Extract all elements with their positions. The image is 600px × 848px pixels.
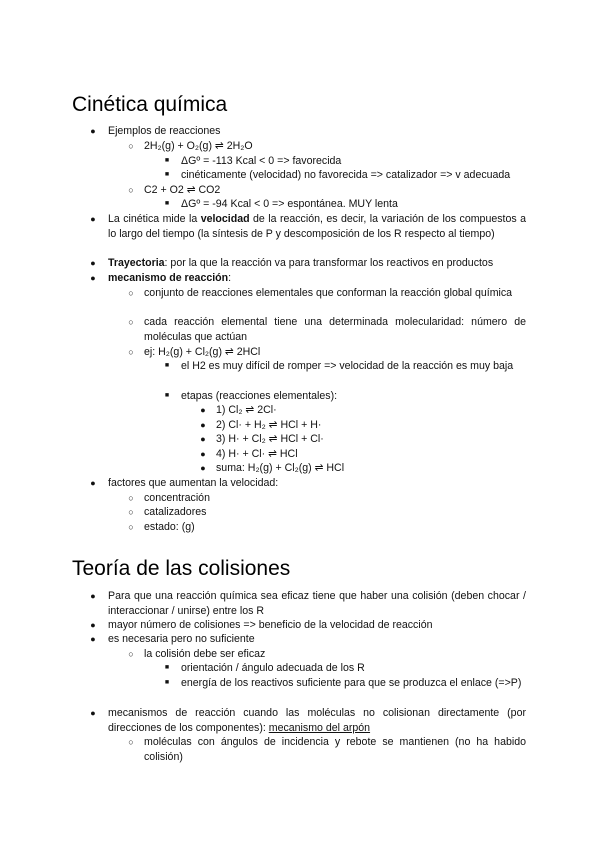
bullet-circle: ○ [128, 507, 134, 517]
list-item-ejemplos: Ejemplos de reacciones [108, 125, 221, 137]
bullet-square: ■ [164, 362, 170, 369]
list-item-etapa-2: 2) Cl· + H₂ ⇌ HCl + H· [216, 419, 322, 431]
list-item-etapa-suma: suma: H₂(g) + Cl₂(g) ⇌ HCl [216, 462, 345, 474]
link-mecanismo-arpon[interactable]: mecanismo del arpón [268, 721, 371, 734]
list-item-energia: energía de los reactivos suficiente para que se produzca el enlace (=>P) [181, 677, 522, 689]
bullet-disc: ● [90, 214, 96, 224]
bullet-square: ■ [164, 157, 170, 164]
bullet-square: ■ [164, 392, 170, 399]
list-item-cinetica-mide [108, 212, 526, 241]
bullet-disc: ● [90, 591, 96, 601]
section-title-cinetica: Cinética química [72, 93, 228, 116]
list-item-orientacion: orientación / ángulo adecuada de los R [181, 662, 365, 674]
bullet-circle: ○ [128, 522, 134, 532]
bullet-square: ■ [164, 171, 170, 178]
list-item-mec-ej: ej: H₂(g) + Cl₂(g) ⇌ 2HCl [144, 346, 261, 358]
bullet-disc: ● [200, 420, 206, 430]
list-item-mec-cada: cada reacción elemental tiene una determinada molecularidad: número de moléculas que actúan [144, 316, 526, 343]
bullet-disc: ● [90, 273, 96, 283]
bullet-circle: ○ [128, 649, 134, 659]
bullet-circle: ○ [128, 493, 134, 503]
bullet-circle: ○ [128, 141, 134, 151]
bullet-disc: ● [200, 434, 206, 444]
bullet-disc: ● [90, 126, 96, 136]
list-item-para-que: Para que una reacción química sea eficaz tiene que haber una colisión (deben chocar / interaccionar / unirse) entre los R [108, 590, 526, 617]
list-item-reaccion-h2o: 2H₂(g) + O₂(g) ⇌ 2H₂O [144, 140, 253, 152]
list-item-factor-estado: estado: (g) [144, 521, 195, 533]
bullet-square: ■ [164, 664, 170, 671]
list-item-dg-co2: ΔGº = -94 Kcal < 0 => espontánea. MUY lenta [181, 198, 398, 210]
bullet-circle: ○ [128, 347, 134, 357]
bullet-disc: ● [90, 708, 96, 718]
list-item-mec-conjunto: conjunto de reacciones elementales que conforman la reacción global química [144, 287, 513, 299]
list-item-cinetica-h2o: cinéticamente (velocidad) no favorecida => catalizador => v adecuada [181, 169, 511, 181]
bold-term-trayectoria: Trayectoria [108, 257, 165, 269]
text-run: : [228, 272, 232, 284]
bullet-square: ■ [164, 679, 170, 686]
bullet-circle: ○ [128, 288, 134, 298]
list-item-etapa-1: 1) Cl₂ ⇌ 2Cl· [216, 404, 277, 416]
text-run: : por la que la reacción va para transformar los reactivos en productos [164, 257, 494, 269]
section-title-colisiones: Teoría de las colisiones [72, 557, 291, 580]
text-run: de la reacción, es decir, la variación de los compuestos a lo largo del tiempo (la síntesis de P y descomposición de los R respecto al tiempo) [108, 213, 526, 240]
list-item-etapa-3: 3) H· + Cl₂ ⇌ HCl + Cl· [216, 433, 324, 445]
list-item-factor-catalizadores: catalizadores [144, 506, 207, 518]
bold-term-velocidad: velocidad [200, 213, 250, 225]
list-item-moleculas: moléculas con ángulos de incidencia y rebote se mantienen (no ha habido colisión) [144, 736, 526, 763]
list-item-mecanismos [108, 706, 526, 735]
list-item-trayectoria [108, 256, 493, 271]
bullet-disc: ● [90, 478, 96, 488]
text-run: mecanismos de reacción cuando las moléculas no colisionan directamente (por direcciones de los componentes): [108, 707, 526, 734]
text-run: La cinética mide la [108, 213, 201, 225]
list-item-factores: factores que aumentan la velocidad: [108, 477, 279, 489]
bullet-disc: ● [90, 634, 96, 644]
list-item-mec-h2: el H2 es muy difícil de romper => velocidad de la reacción es muy baja [181, 360, 514, 372]
bullet-disc: ● [200, 405, 206, 415]
list-item-mec-etapas: etapas (reacciones elementales): [181, 390, 338, 402]
list-item-necesaria: es necesaria pero no suficiente [108, 633, 255, 645]
bullet-disc: ● [90, 258, 96, 268]
bullet-disc: ● [200, 463, 206, 473]
list-item-colision-eficaz: la colisión debe ser eficaz [144, 648, 266, 660]
list-item-reaccion-co2: C2 + O2 ⇌ CO2 [144, 184, 221, 196]
bullet-disc: ● [90, 620, 96, 630]
bullet-circle: ○ [128, 317, 134, 327]
list-item-factor-concentracion: concentración [144, 492, 210, 504]
bullet-circle: ○ [128, 737, 134, 747]
bullet-disc: ● [200, 449, 206, 459]
list-item-etapa-4: 4) H· + Cl· ⇌ HCl [216, 448, 298, 460]
list-item-dg-h2o: ΔGº = -113 Kcal < 0 => favorecida [181, 155, 342, 167]
list-item-mayor-numero: mayor número de colisiones => beneficio de la velocidad de reacción [108, 619, 433, 631]
list-item-mecanismo [108, 271, 231, 286]
bullet-square: ■ [164, 200, 170, 207]
bullet-circle: ○ [128, 185, 134, 195]
bold-term-mecanismo: mecanismo de reacción [108, 272, 229, 284]
